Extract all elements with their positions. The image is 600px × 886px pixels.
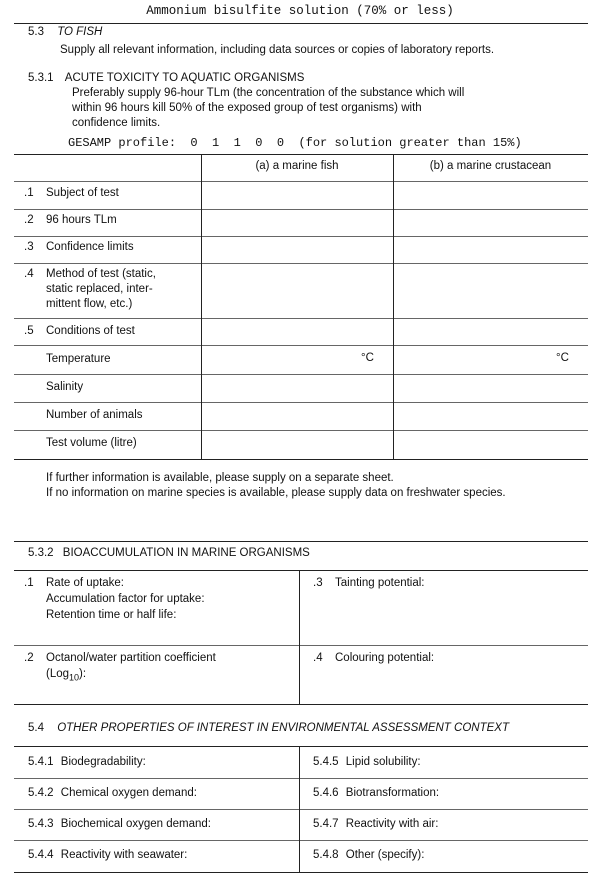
- log-suffix: ):: [79, 668, 87, 680]
- row-label-subject-of-test: Subject of test: [46, 187, 119, 199]
- section-title: TO FISH: [57, 26, 103, 38]
- row-number: .2: [24, 214, 34, 226]
- column-header-marine-fish: (a) a marine fish: [255, 160, 339, 172]
- unit-celsius-fish: °C: [361, 352, 374, 364]
- property-label: Chemical oxygen demand:: [60, 787, 197, 799]
- property-label: Biochemical oxygen demand:: [60, 818, 212, 830]
- property-number: 5.4.7: [313, 818, 339, 830]
- unit-celsius-crustacean: °C: [556, 352, 569, 364]
- section-number: 5.3: [28, 26, 44, 38]
- retention-time-label: Retention time or half life:: [46, 609, 177, 621]
- section-5-3-2: [28, 547, 310, 559]
- property-number: 5.4.5: [313, 756, 339, 768]
- section-5-3-1-desc-1: Preferably supply 96-hour TLm (the concentration of the substance which will: [72, 87, 465, 99]
- section-number: 5.3.1: [28, 72, 54, 84]
- note-freshwater: If no information on marine species is available, please supply data on freshwater species.: [46, 487, 506, 499]
- row-label-conditions-of-test: Conditions of test: [46, 325, 135, 337]
- section-title: BIOACCUMULATION IN MARINE ORGANISMS: [62, 547, 310, 559]
- row-number: .1: [24, 187, 34, 199]
- tainting-potential-label: Tainting potential:: [335, 577, 425, 589]
- property-biochemical-oxygen-demand: [28, 818, 211, 830]
- property-number: 5.4.6: [313, 787, 339, 799]
- section-5-3-1-desc-2: within 96 hours kill 50% of the exposed group of test organisms) with: [72, 102, 422, 114]
- log10-label: [46, 668, 86, 682]
- section-5-3-1: [28, 72, 304, 84]
- property-number: 5.4.8: [313, 849, 339, 861]
- property-label: Lipid solubility:: [345, 756, 421, 768]
- row-label-96-hours-tlm: 96 hours TLm: [46, 214, 117, 226]
- row-label-number-of-animals: Number of animals: [46, 409, 143, 421]
- property-label: Reactivity with air:: [345, 818, 439, 830]
- section-title: ACUTE TOXICITY TO AQUATIC ORGANISMS: [64, 72, 305, 84]
- item-number: .2: [24, 652, 34, 664]
- section-5-3: [28, 26, 102, 38]
- section-5-4: [28, 722, 509, 734]
- note-further-info: If further information is available, please supply on a separate sheet.: [46, 472, 394, 484]
- row-number: .4: [24, 268, 34, 280]
- property-reactivity-air: [313, 818, 438, 830]
- property-reactivity-seawater: [28, 849, 187, 861]
- property-other: [313, 849, 424, 861]
- rate-of-uptake-label: Rate of uptake:: [46, 577, 124, 589]
- property-biodegradability: [28, 756, 146, 768]
- property-label: Reactivity with seawater:: [60, 849, 188, 861]
- section-5-3-desc: Supply all relevant information, including data sources or copies of laboratory reports.: [60, 44, 495, 56]
- page-title: Ammonium bisulfite solution (70% or less): [146, 4, 454, 18]
- column-header-marine-crustacean: (b) a marine crustacean: [429, 160, 552, 172]
- colouring-potential-label: Colouring potential:: [335, 652, 435, 664]
- property-label: Biotransformation:: [345, 787, 440, 799]
- property-biotransformation: [313, 787, 439, 799]
- row-label-confidence-limits: Confidence limits: [46, 241, 134, 253]
- property-label: Other (specify):: [345, 849, 425, 861]
- section-5-3-1-desc-3: confidence limits.: [72, 117, 161, 129]
- item-number: .3: [313, 577, 323, 589]
- gesamp-profile: GESAMP profile: 0 1 1 0 0 (for solution greater than 15%): [68, 136, 522, 150]
- item-number: .4: [313, 652, 323, 664]
- property-lipid-solubility: [313, 756, 421, 768]
- row-label-salinity: Salinity: [46, 381, 84, 393]
- row-label-test-volume: Test volume (litre): [46, 437, 137, 449]
- property-number: 5.4.1: [28, 756, 54, 768]
- property-chemical-oxygen-demand: [28, 787, 197, 799]
- property-number: 5.4.3: [28, 818, 54, 830]
- row-label-method-of-test-3: mittent flow, etc.): [46, 298, 133, 310]
- property-number: 5.4.4: [28, 849, 54, 861]
- log-text: (Log: [46, 668, 70, 680]
- section-number: 5.4: [28, 722, 44, 734]
- accumulation-factor-label: Accumulation factor for uptake:: [46, 593, 205, 605]
- row-number: .5: [24, 325, 34, 337]
- partition-coefficient-label: Octanol/water partition coefficient: [46, 652, 216, 664]
- property-label: Biodegradability:: [60, 756, 146, 768]
- section-title: OTHER PROPERTIES OF INTEREST IN ENVIRONMENTAL ASSESSMENT CONTEXT: [57, 722, 509, 734]
- row-label-temperature: Temperature: [46, 353, 111, 365]
- property-number: 5.4.2: [28, 787, 54, 799]
- row-number: .3: [24, 241, 34, 253]
- section-number: 5.3.2: [28, 547, 54, 559]
- log-subscript: 10: [69, 672, 80, 683]
- row-label-method-of-test-2: static replaced, inter-: [46, 283, 153, 295]
- header-rule: [14, 23, 588, 24]
- row-label-method-of-test-1: Method of test (static,: [46, 268, 156, 280]
- item-number: .1: [24, 577, 34, 589]
